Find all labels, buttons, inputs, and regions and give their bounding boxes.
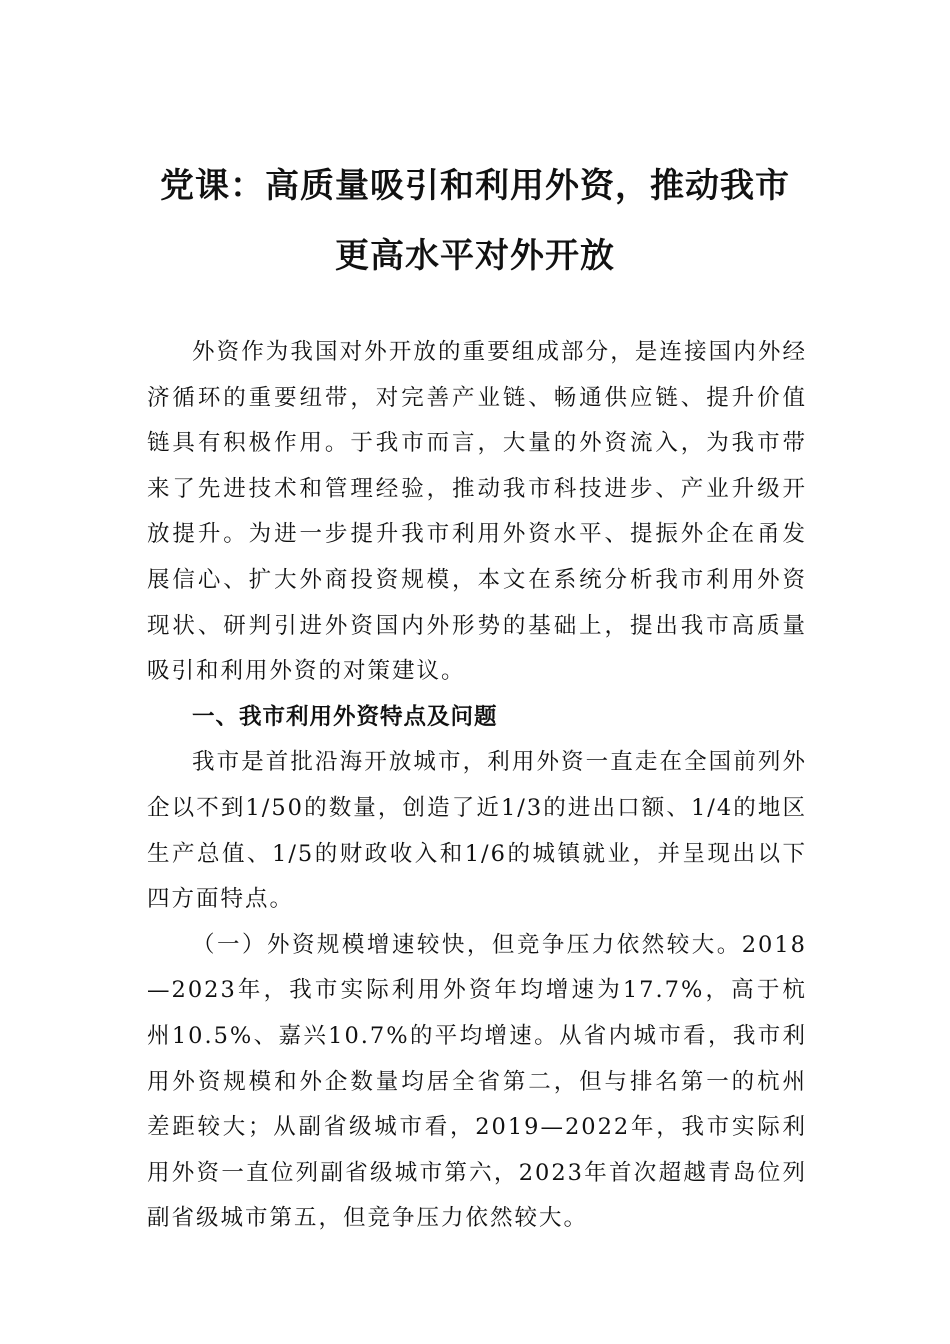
intro-paragraph: 外资作为我国对外开放的重要组成部分，是连接国内外经济循环的重要纽带，对完善产业链、畅通供应链、提升价值链具有积极作用。于我市而言，大量的外资流入，为我市带来了先进技术和管理经验，推动我市科技进步、产业升级开放提升。为进一步提升我市利用外资水平、提振外企在甬发展信心、扩大外商投资规模，本文在系统分析我市利用外资现状、研判引进外资国内外形势的基础上，提出我市高质量吸引和利用外资的对策建议。: [147, 339, 807, 685]
document-body: [147, 330, 807, 1242]
subsection-lead: （一）外资规模增速较快，但竞争压力依然较大。: [192, 931, 742, 958]
section-paragraph: 我市是首批沿海开放城市，利用外资一直走在全国前列外企以不到1/50的数量，创造了近1/3的进出口额、1/4的地区生产总值、1/5的财政收入和1/6的城镇就业，并呈现出以下四方面特点。: [147, 749, 807, 913]
section-heading: 一、我市利用外资特点及问题: [192, 703, 498, 730]
document-title-line-2: 更高水平对外开放: [335, 236, 615, 276]
subsection-paragraph: [147, 923, 807, 1242]
document-title-line-1: 党课：高质量吸引和利用外资，推动我市: [160, 166, 790, 206]
subsection-text: 2018—2023年，我市实际利用外资年均增速为17.7%，高于杭州10.5%、嘉兴10.7%的平均增速。从省内城市看，我市利用外资规模和外企数量均居全省第二，但与排名第一的杭州差距较大；从副省级城市看，2019—2022年，我市实际利用外资一直位列副省级城市第六，2023年首次超越青岛位列副省级城市第五，但竞争压力依然较大。: [147, 931, 807, 1232]
